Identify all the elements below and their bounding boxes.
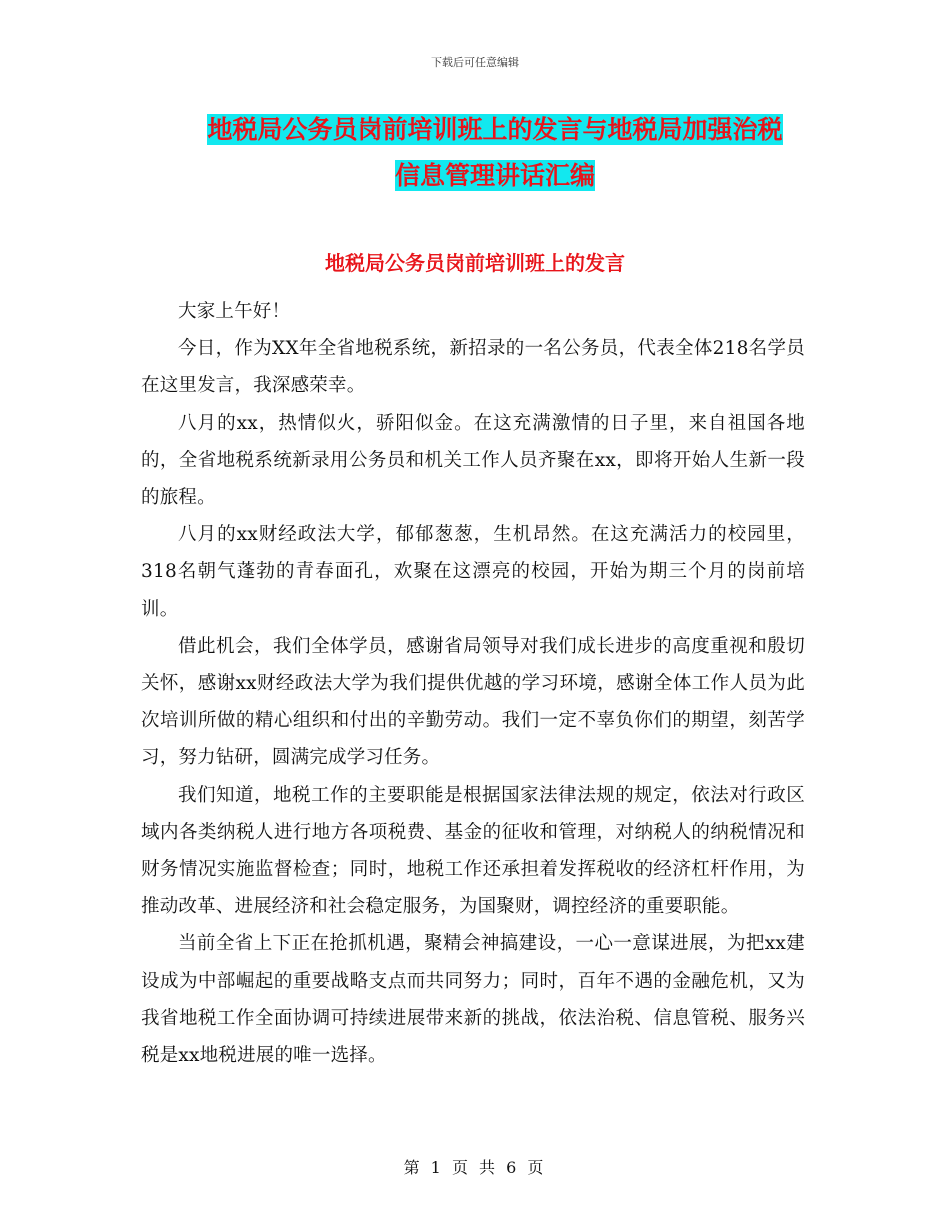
document-body — [141, 293, 805, 1074]
paragraph: 八月的xx财经政法大学，郁郁葱葱，生机昂然。在这充满活力的校园里，318名朝气蓬勃的青春面孔，欢聚在这漂亮的校园，开始为期三个月的岗前培训。 — [141, 524, 805, 620]
page-footer-number: 第 1 页 共 6 页 — [403, 1158, 547, 1177]
paragraph: 我们知道，地税工作的主要职能是根据国家法律法规的规定，依法对行政区域内各类纳税人进行地方各项税费、基金的征收和管理，对纳税人的纳税情况和财务情况实施监督检查；同时，地税工作还承担着发挥税收的经济杠杆作用，为推动改革、进展经济和社会稳定服务，为国聚财，调控经济的重要职能。 — [141, 784, 805, 918]
paragraph: 八月的xx，热情似火，骄阳似金。在这充满激情的日子里，来自祖国各地的，全省地税系统新录用公务员和机关工作人员齐聚在xx，即将开始人生新一段的旅程。 — [141, 412, 805, 509]
paragraph: 当前全省上下正在抢抓机遇，聚精会神搞建设，一心一意谋进展，为把xx建设成为中部崛起的重要战略支点而共同努力；同时，百年不遇的金融危机，又为我省地税工作全面协调可持续进展带来新的挑战，依法治税、信息管税、服务兴税是xx地税进展的唯一选择。 — [141, 933, 805, 1067]
section-title: 地税局公务员岗前培训班上的发言 — [325, 251, 625, 275]
paragraph: 今日，作为XX年全省地税系统，新招录的一名公务员，代表全体218名学员在这里发言，我深感荣幸。 — [141, 338, 805, 397]
document-title-line1: 地税局公务员岗前培训班上的发言与地税局加强治税 — [207, 115, 783, 144]
document-title-line2: 信息管理讲话汇编 — [394, 161, 595, 190]
document-title — [140, 107, 850, 199]
page-header-note: 下载后可任意编辑 — [431, 56, 519, 69]
paragraph: 借此机会，我们全体学员，感谢省局领导对我们成长进步的高度重视和殷切关怀，感谢xx财经政法大学为我们提供优越的学习环境，感谢全体工作人员为此次培训所做的精心组织和付出的辛勤劳动。我们一定不辜负你们的期望，刻苦学习，努力钻研，圆满完成学习任务。 — [141, 635, 805, 769]
paragraph: 大家上午好！ — [178, 301, 291, 322]
